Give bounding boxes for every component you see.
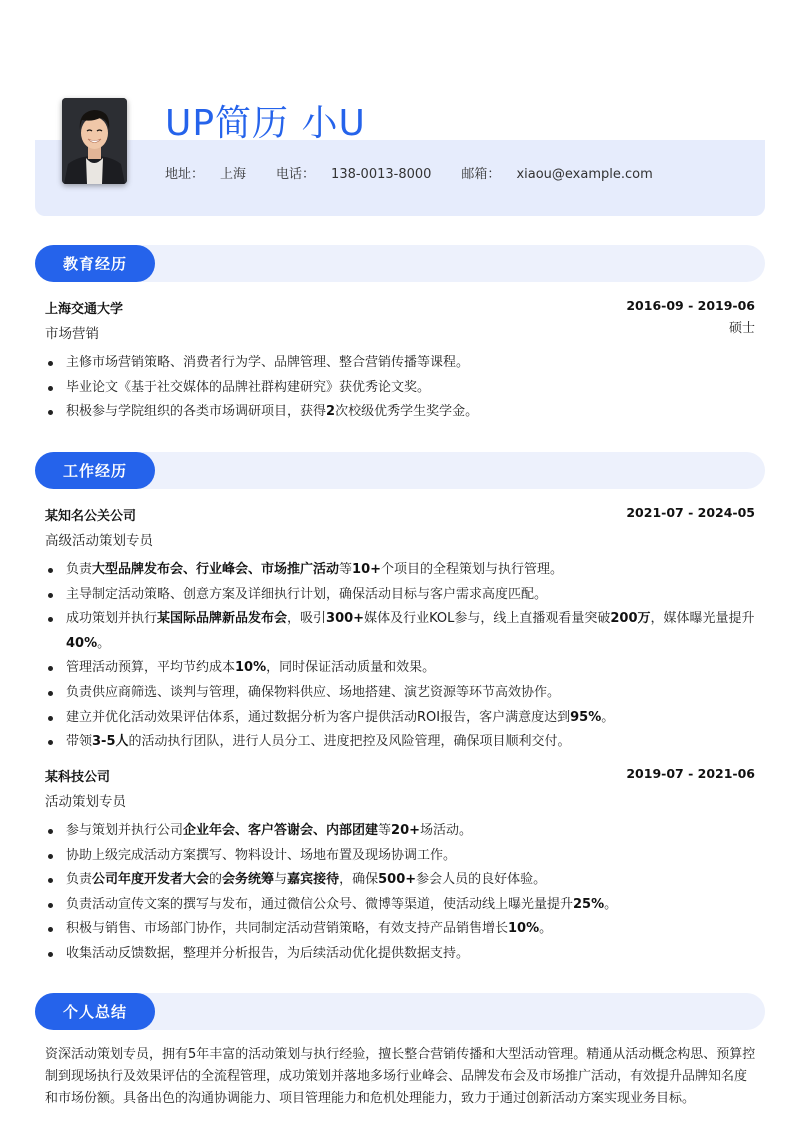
bullet-text: ，同时保证活动质量和效果。 bbox=[266, 660, 436, 676]
bullet-text: 。 bbox=[601, 709, 615, 725]
highlight-text: 3-5人 bbox=[92, 734, 129, 750]
work-section-header bbox=[35, 452, 765, 489]
candidate-name: UP简历 小U bbox=[165, 103, 366, 144]
bullet-item bbox=[45, 844, 755, 869]
highlight-text: 10% bbox=[235, 660, 267, 676]
bullet-item bbox=[45, 819, 755, 844]
profile-photo bbox=[62, 98, 127, 184]
highlight-text: 嘉宾接待 bbox=[287, 872, 340, 888]
bullet-text: 主导制定活动策略、创意方案及详细执行计划，确保活动目标与客户需求高度匹配。 bbox=[66, 586, 548, 602]
highlight-text: 会务统筹 bbox=[222, 872, 275, 888]
contact-info bbox=[165, 163, 683, 182]
bullet-text: 个项目的全程策划与执行管理。 bbox=[381, 562, 564, 577]
highlight-text: 公司年度开发者大会 bbox=[92, 872, 210, 888]
bullet-item bbox=[45, 917, 755, 942]
bullet-text: 参与策划并执行公司 bbox=[66, 823, 184, 838]
education-major: 市场营销 bbox=[45, 326, 99, 342]
bullet-item bbox=[45, 376, 755, 401]
bullet-text: ，媒体曝光量提升 bbox=[650, 611, 755, 627]
highlight-text: 企业年会、客户答谢会、内部团建 bbox=[183, 823, 379, 838]
summary-section-header bbox=[35, 993, 765, 1030]
bullet-text: 参会人员的良好体验。 bbox=[416, 872, 547, 888]
bullet-text: 带领 bbox=[66, 734, 93, 750]
work-bullets-1 bbox=[45, 558, 755, 755]
highlight-text: 200万 bbox=[610, 611, 651, 627]
work-entry-head-2 bbox=[45, 766, 755, 788]
address-label: 地址： bbox=[165, 167, 205, 182]
bullet-text: ，确保 bbox=[339, 872, 379, 888]
job-title: 高级活动策划专员 bbox=[45, 533, 153, 549]
highlight-text: 25% bbox=[573, 896, 605, 912]
bullet-text: 。 bbox=[539, 921, 553, 937]
bullet-text: 主修市场营销策略、消费者行为学、品牌管理、整合营销传播等课程。 bbox=[66, 355, 470, 370]
bullet-item bbox=[45, 942, 755, 967]
bullet-text: 等 bbox=[378, 823, 392, 838]
email-value: xiaou@example.com bbox=[516, 167, 653, 182]
education-bullets bbox=[45, 351, 755, 425]
bullet-text: 的活动执行团队，进行人员分工、进度把控及风险管理，确保项目顺利交付。 bbox=[128, 734, 571, 750]
bullet-text: 负责 bbox=[66, 562, 93, 577]
bullet-text: 与 bbox=[274, 872, 288, 888]
contact-phone bbox=[276, 163, 431, 182]
bullet-item bbox=[45, 706, 755, 731]
bullet-text: 负责 bbox=[66, 872, 93, 888]
highlight-text: 大型品牌发布会、行业峰会、市场推广活动 bbox=[92, 562, 340, 577]
highlight-text: 10+ bbox=[352, 562, 382, 577]
bullet-text: 次校级优秀学生奖学金。 bbox=[335, 404, 479, 420]
bullet-text: 管理活动预算，平均节约成本 bbox=[66, 660, 236, 676]
bullet-item bbox=[45, 656, 755, 681]
highlight-text: 500+ bbox=[378, 872, 417, 888]
highlight-text: 某国际品牌新品发布会 bbox=[157, 611, 288, 627]
bullet-item bbox=[45, 400, 755, 425]
work-date: 2021-07 - 2024-05 bbox=[626, 505, 755, 520]
work-bullets-2 bbox=[45, 819, 755, 967]
phone-label: 电话： bbox=[276, 167, 316, 182]
bullet-text: 。 bbox=[604, 896, 618, 912]
bullet-text: 场活动。 bbox=[420, 823, 473, 838]
highlight-text: 20+ bbox=[391, 823, 421, 838]
bullet-text: 媒体及行业KOL参与，线上直播观看量突破 bbox=[364, 611, 611, 627]
resume-header bbox=[35, 95, 765, 216]
highlight-text: 300+ bbox=[326, 611, 365, 627]
education-section-header bbox=[35, 245, 765, 282]
bullet-text: 积极参与学院组织的各类市场调研项目，获得 bbox=[66, 404, 327, 420]
bullet-item bbox=[45, 351, 755, 376]
education-date: 2016-09 - 2019-06 bbox=[626, 298, 755, 313]
bullet-text: 协助上级完成活动方案撰写、物料设计、场地布置及现场协调工作。 bbox=[66, 847, 457, 863]
bullet-item bbox=[45, 730, 755, 755]
bullet-text: 毕业论文《基于社交媒体的品牌社群构建研究》获优秀论文奖。 bbox=[66, 379, 431, 395]
school-name: 上海交通大学 bbox=[45, 302, 124, 317]
phone-value: 138-0013-8000 bbox=[331, 167, 432, 182]
bullet-text: 。 bbox=[97, 635, 111, 651]
email-label: 邮箱： bbox=[461, 167, 501, 182]
bullet-text: 收集活动反馈数据，整理并分析报告，为后续活动优化提供数据支持。 bbox=[66, 945, 470, 961]
bullet-item bbox=[45, 893, 755, 918]
work-date: 2019-07 - 2021-06 bbox=[626, 766, 755, 781]
contact-address bbox=[165, 163, 246, 182]
bullet-text: 的 bbox=[209, 872, 223, 888]
bullet-text: 积极与销售、市场部门协作，共同制定活动营销策略，有效支持产品销售增长 bbox=[66, 921, 509, 937]
bullet-text: 负责供应商筛选、谈判与管理，确保物料供应、场地搭建、演艺资源等环节高效协作。 bbox=[66, 684, 561, 700]
education-entry-head bbox=[45, 298, 755, 320]
bullet-text: ，吸引 bbox=[287, 611, 327, 627]
work-entry-head-1 bbox=[45, 505, 755, 527]
summary-text: 资深活动策划专员，拥有5年丰富的活动策划与执行经验，擅长整合营销传播和大型活动管理。精通从活动概念构思、预算控制到现场执行及效果评估的全流程管理，成功策划并落地多场行业峰会、品牌发布会及市场推广活动，有效提升品牌知名度和市场份额。具备出色的沟通协调能力、项目管理能力和危机处理能力，致力于通过创新活动方案实现业务目标。 bbox=[45, 1047, 756, 1106]
address-value: 上海 bbox=[220, 167, 247, 182]
highlight-text: 2 bbox=[326, 404, 336, 420]
highlight-text: 95% bbox=[570, 709, 602, 725]
education-section-title: 教育经历 bbox=[35, 245, 155, 282]
highlight-text: 10% bbox=[508, 921, 540, 937]
highlight-text: 40% bbox=[66, 635, 98, 651]
bullet-text: 负责活动宣传文案的撰写与发布，通过微信公众号、微博等渠道，使活动线上曝光量提升 bbox=[66, 896, 574, 912]
bullet-text: 等 bbox=[339, 562, 353, 577]
company-name: 某科技公司 bbox=[45, 770, 111, 785]
education-degree: 硕士 bbox=[728, 321, 755, 336]
bullet-item bbox=[45, 868, 755, 893]
bullet-item bbox=[45, 583, 755, 608]
job-title: 活动策划专员 bbox=[45, 794, 126, 810]
person-portrait-icon bbox=[62, 98, 127, 184]
contact-email bbox=[461, 163, 652, 182]
bullet-item bbox=[45, 558, 755, 583]
work-section-title: 工作经历 bbox=[35, 452, 155, 489]
bullet-text: 建立并优化活动效果评估体系，通过数据分析为客户提供活动ROI报告，客户满意度达到 bbox=[66, 709, 571, 725]
summary-section-title: 个人总结 bbox=[35, 993, 155, 1030]
bullet-text: 成功策划并执行 bbox=[66, 611, 158, 627]
bullet-item bbox=[45, 607, 755, 656]
bullet-item bbox=[45, 681, 755, 706]
company-name: 某知名公关公司 bbox=[45, 509, 137, 524]
